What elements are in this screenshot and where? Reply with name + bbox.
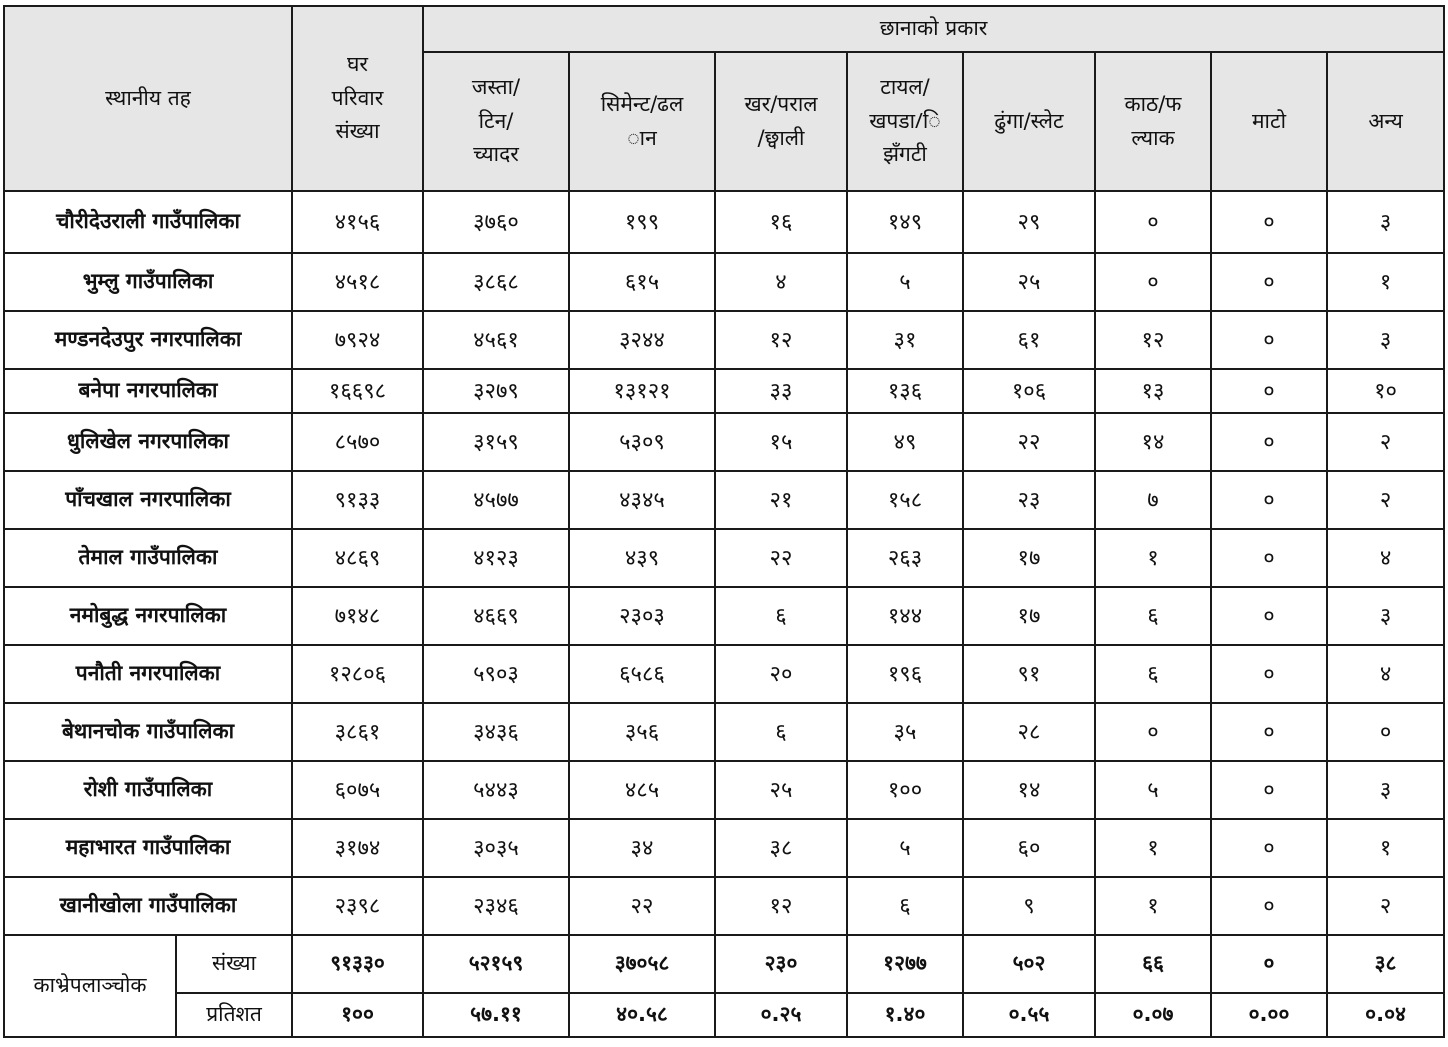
table-cell: ४ <box>715 253 847 311</box>
table-cell: ३५ <box>847 703 963 761</box>
table-row <box>4 413 1444 471</box>
table-cell: ० <box>1211 369 1327 413</box>
table-cell: १७ <box>963 587 1095 645</box>
table-row <box>4 819 1444 877</box>
percent-cell: १०० <box>292 993 423 1037</box>
header-line: /छ्वाली <box>757 125 805 150</box>
table-cell: १४९ <box>847 191 963 253</box>
table-cell: ३१ <box>847 311 963 369</box>
table-cell: ४५७७ <box>423 471 569 529</box>
table-cell: ४९ <box>847 413 963 471</box>
table-cell: ० <box>1095 253 1211 311</box>
table-cell: १ <box>1095 819 1211 877</box>
table-cell: ० <box>1211 819 1327 877</box>
table-cell: २३०३ <box>569 587 715 645</box>
table-cell: ९१ <box>963 645 1095 703</box>
table-cell: १२ <box>715 311 847 369</box>
table-cell: ६०७५ <box>292 761 423 819</box>
table-cell: २ <box>1327 471 1444 529</box>
percent-label: प्रतिशत <box>176 993 292 1037</box>
header-col-other <box>1327 52 1444 191</box>
header-col-tin <box>423 52 569 191</box>
table-cell: ६ <box>715 587 847 645</box>
table-cell: ४१५६ <box>292 191 423 253</box>
table-cell: ० <box>1211 413 1327 471</box>
header-col-mud <box>1211 52 1327 191</box>
table-cell: ० <box>1211 253 1327 311</box>
table-cell: ३८ <box>715 819 847 877</box>
table-cell: ० <box>1211 471 1327 529</box>
header-line: खर/पराल <box>744 91 818 116</box>
header-line: च्यादर <box>473 142 519 167</box>
table-cell: १२८०६ <box>292 645 423 703</box>
table-row <box>4 253 1444 311</box>
table-cell: ६५८६ <box>569 645 715 703</box>
table-cell: २२ <box>963 413 1095 471</box>
header-col-cement <box>569 52 715 191</box>
header-line: काठ/फ <box>1124 91 1182 116</box>
percent-cell: ५७.११ <box>423 993 569 1037</box>
count-cell: ५०२ <box>963 935 1095 993</box>
table-row <box>4 877 1444 935</box>
table-cell: ३ <box>1327 311 1444 369</box>
table-cell: ९ <box>963 877 1095 935</box>
table-cell: ४३४५ <box>569 471 715 529</box>
table-row <box>4 587 1444 645</box>
table-cell: ७९२४ <box>292 311 423 369</box>
table-cell: ७१४८ <box>292 587 423 645</box>
table-cell: ३२४४ <box>569 311 715 369</box>
table-cell: ० <box>1211 191 1327 253</box>
percent-cell: ०.२५ <box>715 993 847 1037</box>
header-line: सिमेन्ट/ढल <box>600 91 684 116</box>
table-cell: ० <box>1327 703 1444 761</box>
table-cell: २० <box>715 645 847 703</box>
table-cell: १५ <box>715 413 847 471</box>
table-cell: १२ <box>1095 311 1211 369</box>
table-cell: ३ <box>1327 191 1444 253</box>
count-cell: ९१३३० <box>292 935 423 993</box>
table-cell: १४४ <box>847 587 963 645</box>
local-level-name: मण्डनदेउपुर नगरपालिका <box>4 311 292 369</box>
table-footer <box>4 935 1444 1037</box>
table-cell: १४ <box>1095 413 1211 471</box>
header-line: अन्य <box>1368 108 1403 133</box>
table-row <box>4 471 1444 529</box>
header-line: ल्याक <box>1131 125 1175 150</box>
header-line: जस्ता/ <box>471 75 521 100</box>
table-cell: १ <box>1327 253 1444 311</box>
header-col-wood <box>1095 52 1211 191</box>
table-row <box>4 645 1444 703</box>
table-cell: ० <box>1211 529 1327 587</box>
table-cell: १५८ <box>847 471 963 529</box>
table-cell: ४१२३ <box>423 529 569 587</box>
table-cell: ४५१८ <box>292 253 423 311</box>
table-cell: ३५६ <box>569 703 715 761</box>
district-label: काभ्रेपलाञ्चोक <box>4 935 176 1037</box>
table-cell: ५ <box>1095 761 1211 819</box>
table-cell: ३४३६ <box>423 703 569 761</box>
table-cell: २३९८ <box>292 877 423 935</box>
count-cell: १२७७ <box>847 935 963 993</box>
table-header <box>4 6 1444 191</box>
table-cell: १२ <box>715 877 847 935</box>
table-row <box>4 191 1444 253</box>
count-cell: ३८ <box>1327 935 1444 993</box>
table-cell: १६६९८ <box>292 369 423 413</box>
table-cell: ३२७९ <box>423 369 569 413</box>
table-cell: १ <box>1095 529 1211 587</box>
table-cell: ० <box>1211 587 1327 645</box>
table-cell: ६ <box>715 703 847 761</box>
header-col-thatch <box>715 52 847 191</box>
table-cell: ३ <box>1327 761 1444 819</box>
table-cell: १९६ <box>847 645 963 703</box>
header-households-line: परिवार <box>331 85 384 110</box>
table-cell: २ <box>1327 413 1444 471</box>
local-level-name: चौरीदेउराली गाउँपालिका <box>4 191 292 253</box>
percent-cell: १.४० <box>847 993 963 1037</box>
table-cell: ५३०९ <box>569 413 715 471</box>
header-line: टिन/ <box>478 108 514 133</box>
table-cell: ५४४३ <box>423 761 569 819</box>
table-cell: १०० <box>847 761 963 819</box>
table-cell: २२ <box>715 529 847 587</box>
local-level-name: रोशी गाउँपालिका <box>4 761 292 819</box>
percent-cell: ०.०० <box>1211 993 1327 1037</box>
table-cell: ६१५ <box>569 253 715 311</box>
header-roof-type: छानाको प्रकार <box>423 6 1444 52</box>
table-cell: ४३९ <box>569 529 715 587</box>
header-col-tile <box>847 52 963 191</box>
table-cell: ३४ <box>569 819 715 877</box>
table-cell: २६३ <box>847 529 963 587</box>
local-level-name: तेमाल गाउँपालिका <box>4 529 292 587</box>
table-cell: ६१ <box>963 311 1095 369</box>
table-cell: ० <box>1211 311 1327 369</box>
table-cell: ४५६१ <box>423 311 569 369</box>
count-cell: ६६ <box>1095 935 1211 993</box>
table-cell: १ <box>1095 877 1211 935</box>
table-cell: ४ <box>1327 529 1444 587</box>
table-row <box>4 761 1444 819</box>
table-cell: २५ <box>963 253 1095 311</box>
table-cell: ० <box>1211 761 1327 819</box>
local-level-name: नमोबुद्ध नगरपालिका <box>4 587 292 645</box>
count-cell: ३७०५८ <box>569 935 715 993</box>
header-line: टायल/ <box>880 75 930 100</box>
table-row <box>4 703 1444 761</box>
table-cell: ६ <box>1095 587 1211 645</box>
local-level-name: धुलिखेल नगरपालिका <box>4 413 292 471</box>
table-cell: ८५७० <box>292 413 423 471</box>
local-level-name: भुम्लु गाउँपालिका <box>4 253 292 311</box>
header-line: ढुंगा/स्लेट <box>994 108 1064 133</box>
table-cell: १०६ <box>963 369 1095 413</box>
table-cell: २८ <box>963 703 1095 761</box>
table-row <box>4 529 1444 587</box>
roof-type-table <box>3 5 1445 1038</box>
percent-cell: ०.५५ <box>963 993 1095 1037</box>
header-line: ान <box>627 125 657 150</box>
table-cell: ३ <box>1327 587 1444 645</box>
local-level-name: खानीखोला गाउँपालिका <box>4 877 292 935</box>
table-cell: ० <box>1211 703 1327 761</box>
percent-cell: ४०.५८ <box>569 993 715 1037</box>
table-cell: ३८६८ <box>423 253 569 311</box>
local-level-name: बनेपा नगरपालिका <box>4 369 292 413</box>
table-cell: ५ <box>847 253 963 311</box>
table-cell: २३ <box>963 471 1095 529</box>
local-level-name: पनौती नगरपालिका <box>4 645 292 703</box>
table-row <box>4 311 1444 369</box>
table-cell: ५ <box>847 819 963 877</box>
table-cell: ४ <box>1327 645 1444 703</box>
table-cell: ० <box>1095 703 1211 761</box>
table-cell: २३४६ <box>423 877 569 935</box>
table-cell: ३७६० <box>423 191 569 253</box>
table-cell: २ <box>1327 877 1444 935</box>
table-cell: ० <box>1211 645 1327 703</box>
table-cell: २२ <box>569 877 715 935</box>
table-cell: ३०३५ <box>423 819 569 877</box>
header-line: झँगटी <box>883 142 927 167</box>
table-cell: ० <box>1095 191 1211 253</box>
table-cell: ३८६१ <box>292 703 423 761</box>
table-cell: २१ <box>715 471 847 529</box>
table-cell: ५९०३ <box>423 645 569 703</box>
table-cell: २९ <box>963 191 1095 253</box>
header-households <box>292 6 423 191</box>
local-level-name: पाँचखाल नगरपालिका <box>4 471 292 529</box>
table-cell: ४८६९ <box>292 529 423 587</box>
table-cell: ३३ <box>715 369 847 413</box>
table-cell: १० <box>1327 369 1444 413</box>
table-row <box>4 369 1444 413</box>
header-households-line: संख्या <box>335 119 380 144</box>
header-line: माटो <box>1251 108 1287 133</box>
table-cell: १९९ <box>569 191 715 253</box>
table-cell: ३१७४ <box>292 819 423 877</box>
local-level-name: बेथानचोक गाउँपालिका <box>4 703 292 761</box>
header-line: खपडा/ि <box>869 108 941 133</box>
local-level-name: महाभारत गाउँपालिका <box>4 819 292 877</box>
table-cell: १ <box>1327 819 1444 877</box>
table-cell: १३१२१ <box>569 369 715 413</box>
table-cell: ३१५९ <box>423 413 569 471</box>
count-cell: २३० <box>715 935 847 993</box>
table-cell: ४६६९ <box>423 587 569 645</box>
table-cell: ६० <box>963 819 1095 877</box>
percent-cell: ०.०७ <box>1095 993 1211 1037</box>
header-households-line: घर <box>347 52 368 77</box>
header-col-stone <box>963 52 1095 191</box>
header-local-level: स्थानीय तह <box>4 6 292 191</box>
count-cell: ५२१५९ <box>423 935 569 993</box>
table-body <box>4 191 1444 935</box>
table-cell: ६ <box>1095 645 1211 703</box>
table-cell: १४ <box>963 761 1095 819</box>
table-cell: २५ <box>715 761 847 819</box>
table-cell: ६ <box>847 877 963 935</box>
table-cell: १३६ <box>847 369 963 413</box>
count-label: संख्या <box>176 935 292 993</box>
table-cell: ९१३३ <box>292 471 423 529</box>
count-cell: ० <box>1211 935 1327 993</box>
table-cell: ४८५ <box>569 761 715 819</box>
table-cell: ० <box>1211 877 1327 935</box>
table-cell: ७ <box>1095 471 1211 529</box>
table-cell: १३ <box>1095 369 1211 413</box>
table-cell: १७ <box>963 529 1095 587</box>
percent-cell: ०.०४ <box>1327 993 1444 1037</box>
table-cell: १६ <box>715 191 847 253</box>
